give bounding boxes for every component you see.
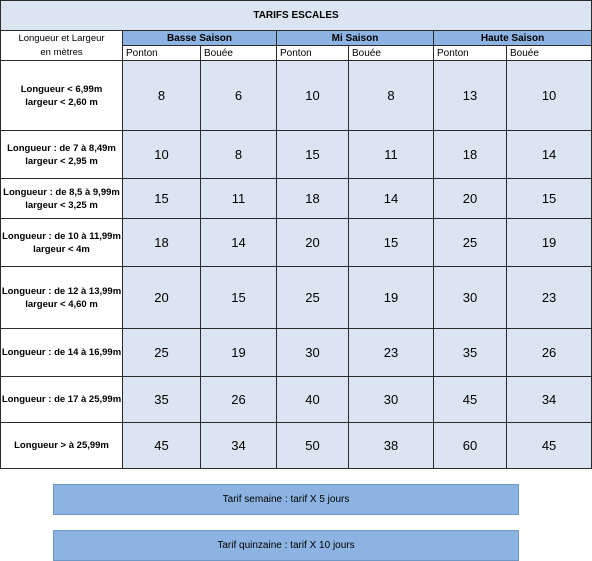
- row-label-line: Longueur : de 8,5 à 9,99m: [3, 186, 120, 198]
- price-cell: 45: [507, 423, 592, 469]
- season-header-basse: Basse Saison: [123, 31, 277, 46]
- sub-header-ponton: Ponton: [434, 46, 507, 61]
- table-row: [1, 61, 592, 131]
- table-row: [1, 423, 592, 469]
- price-cell: 8: [123, 61, 201, 131]
- price-cell: 35: [434, 329, 507, 377]
- row-label-line: Longueur : de 10 à 11,99m: [2, 230, 121, 242]
- row-label-line: largeur < 3,25 m: [25, 199, 98, 211]
- row-label-line: Longueur < 6,99m: [20, 83, 103, 95]
- price-cell: 8: [349, 61, 434, 131]
- sub-header-ponton: Ponton: [277, 46, 349, 61]
- row-label-line: largeur < 2,95 m: [25, 155, 98, 167]
- size-header: [1, 31, 123, 61]
- price-cell: 20: [434, 179, 507, 219]
- table-row: [1, 329, 592, 377]
- season-header-mi: Mi Saison: [277, 31, 434, 46]
- fortnight-rate-text: Tarif quinzaine : tarif X 10 jours: [217, 540, 355, 551]
- row-label: [1, 219, 123, 267]
- price-cell: 15: [277, 131, 349, 179]
- row-label: [1, 179, 123, 219]
- price-cell: 11: [349, 131, 434, 179]
- table-row: [1, 179, 592, 219]
- price-cell: 25: [123, 329, 201, 377]
- sub-header-bouee: Bouée: [507, 46, 592, 61]
- row-label: [1, 61, 123, 131]
- price-cell: 20: [123, 267, 201, 329]
- price-cell: 15: [507, 179, 592, 219]
- price-cell: 40: [277, 377, 349, 423]
- price-cell: 34: [507, 377, 592, 423]
- sub-header-bouee: Bouée: [349, 46, 434, 61]
- row-label: [1, 267, 123, 329]
- weekly-rate-text: Tarif semaine : tarif X 5 jours: [222, 494, 350, 505]
- row-label-line: largeur < 4m: [33, 243, 90, 255]
- price-cell: 6: [201, 61, 277, 131]
- row-label: Longueur : de 17 à 25,99m: [1, 377, 123, 423]
- price-cell: 20: [277, 219, 349, 267]
- price-cell: 18: [277, 179, 349, 219]
- price-cell: 26: [201, 377, 277, 423]
- price-cell: 18: [123, 219, 201, 267]
- price-cell: 45: [123, 423, 201, 469]
- price-cell: 25: [434, 219, 507, 267]
- row-label: Longueur : de 14 à 16,99m: [1, 329, 123, 377]
- price-cell: 14: [507, 131, 592, 179]
- fortnight-rate-note: [53, 530, 519, 561]
- price-cell: 8: [201, 131, 277, 179]
- price-cell: 60: [434, 423, 507, 469]
- price-cell: 11: [201, 179, 277, 219]
- price-cell: 25: [277, 267, 349, 329]
- price-cell: 19: [349, 267, 434, 329]
- row-label-line: largeur < 4,60 m: [25, 298, 98, 310]
- price-cell: 26: [507, 329, 592, 377]
- price-cell: 45: [434, 377, 507, 423]
- table-title: TARIFS ESCALES: [1, 1, 592, 31]
- price-cell: 15: [201, 267, 277, 329]
- sub-header-ponton: Ponton: [123, 46, 201, 61]
- sub-header-bouee: Bouée: [201, 46, 277, 61]
- table-row: [1, 267, 592, 329]
- size-header-line-2: en mètres: [40, 46, 83, 58]
- price-cell: 30: [434, 267, 507, 329]
- row-label: [1, 131, 123, 179]
- table-row: [1, 219, 592, 267]
- price-cell: 38: [349, 423, 434, 469]
- price-cell: 10: [507, 61, 592, 131]
- row-label-line: Longueur : de 12 à 13,99m: [1, 285, 122, 297]
- size-header-line-1: Longueur et Largeur: [18, 32, 105, 44]
- price-cell: 23: [349, 329, 434, 377]
- price-cell: 19: [201, 329, 277, 377]
- price-cell: 14: [201, 219, 277, 267]
- table-row: [1, 377, 592, 423]
- season-header-haute: Haute Saison: [434, 31, 592, 46]
- price-cell: 18: [434, 131, 507, 179]
- weekly-rate-note: [53, 484, 519, 515]
- price-cell: 14: [349, 179, 434, 219]
- price-cell: 15: [123, 179, 201, 219]
- price-cell: 10: [123, 131, 201, 179]
- price-cell: 50: [277, 423, 349, 469]
- price-cell: 19: [507, 219, 592, 267]
- price-cell: 35: [123, 377, 201, 423]
- table-row: [1, 131, 592, 179]
- price-cell: 10: [277, 61, 349, 131]
- price-cell: 30: [277, 329, 349, 377]
- price-cell: 15: [349, 219, 434, 267]
- row-label-line: Longueur : de 7 à 8,49m: [7, 142, 116, 154]
- price-cell: 30: [349, 377, 434, 423]
- row-label-line: largeur < 2,60 m: [25, 96, 98, 108]
- price-cell: 34: [201, 423, 277, 469]
- price-cell: 23: [507, 267, 592, 329]
- price-cell: 13: [434, 61, 507, 131]
- row-label: Longueur > à 25,99m: [1, 423, 123, 469]
